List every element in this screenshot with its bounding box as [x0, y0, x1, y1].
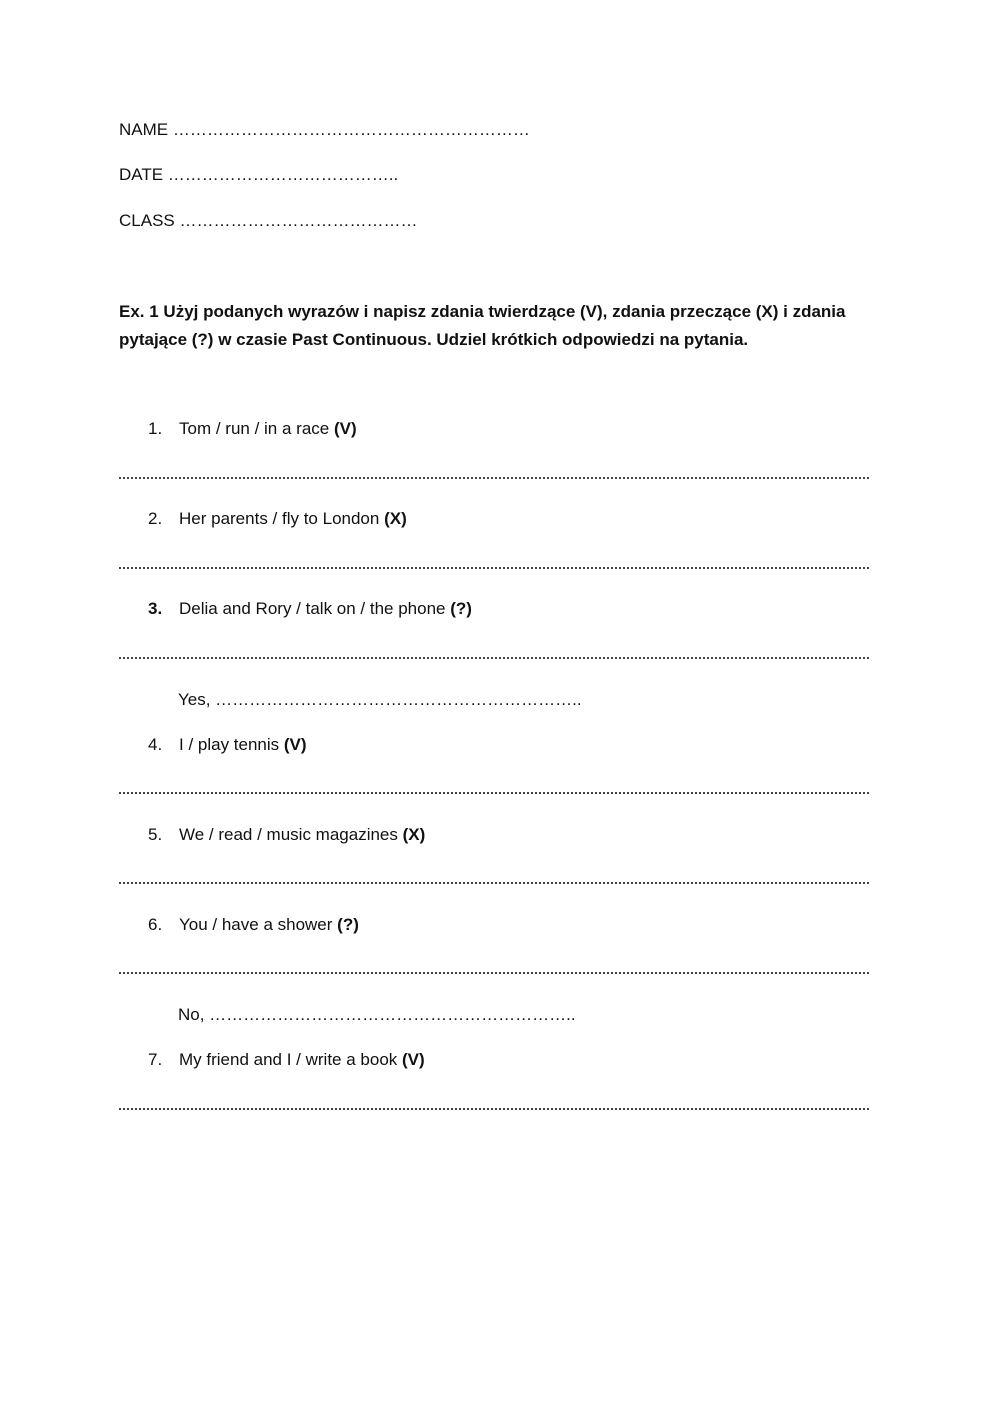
short-answer-3[interactable]: Yes, ……………………………………………………….. — [178, 690, 582, 709]
item-number: 3. — [148, 599, 163, 618]
short-answer-6[interactable]: No, ……………………………………………………….. — [178, 1005, 576, 1024]
item-number: 7. — [148, 1050, 163, 1069]
item-mark: (X) — [402, 825, 426, 844]
item-number: 5. — [148, 825, 163, 844]
item-mark: (V) — [402, 1050, 425, 1069]
item-mark: (?) — [450, 599, 472, 618]
item-prompt: You / have a shower — [179, 915, 338, 934]
item-number: 6. — [148, 915, 163, 934]
item-prompt: We / read / music magazines — [179, 825, 403, 844]
item-mark: (X) — [384, 509, 407, 528]
item-number: 4. — [148, 735, 163, 754]
name-field-label: NAME ……………………………………………………… — [119, 120, 530, 139]
item-prompt: Her parents / fly to London — [179, 509, 385, 528]
exercise-item-5 — [148, 825, 425, 845]
item-prompt: My friend and I / write a book — [179, 1050, 402, 1069]
answer-line-6[interactable] — [119, 972, 869, 974]
exercise-item-2 — [148, 509, 407, 529]
exercise-item-7 — [148, 1050, 425, 1070]
item-mark: (V) — [283, 735, 307, 754]
item-mark: (V) — [333, 419, 357, 438]
item-number: 1. — [148, 419, 163, 438]
item-mark: (?) — [337, 915, 359, 934]
date-field-label: DATE ………………………………….. — [119, 165, 399, 184]
answer-line-5[interactable] — [119, 882, 869, 884]
answer-line-1[interactable] — [119, 477, 869, 479]
item-prompt: Tom / run / in a race — [179, 419, 334, 438]
exercise-item-1 — [148, 419, 357, 439]
answer-line-2[interactable] — [119, 567, 869, 569]
answer-line-3[interactable] — [119, 657, 869, 659]
answer-line-7[interactable] — [119, 1108, 869, 1110]
exercise-instruction: Ex. 1 Użyj podanych wyrazów i napisz zdania twierdzące (V), zdania przeczące (X) i zdania pytające (?) w czasie Past Continuous. Udziel krótkich odpowiedzi na pytania. — [119, 302, 846, 349]
exercise-item-6 — [148, 915, 359, 935]
class-field-label: CLASS …………………………………… — [119, 211, 418, 230]
answer-line-4[interactable] — [119, 792, 869, 794]
item-number: 2. — [148, 509, 163, 528]
exercise-item-3 — [148, 599, 472, 619]
item-prompt: Delia and Rory / talk on / the phone — [179, 599, 451, 618]
exercise-item-4 — [148, 735, 307, 755]
item-prompt: I / play tennis — [179, 735, 284, 754]
